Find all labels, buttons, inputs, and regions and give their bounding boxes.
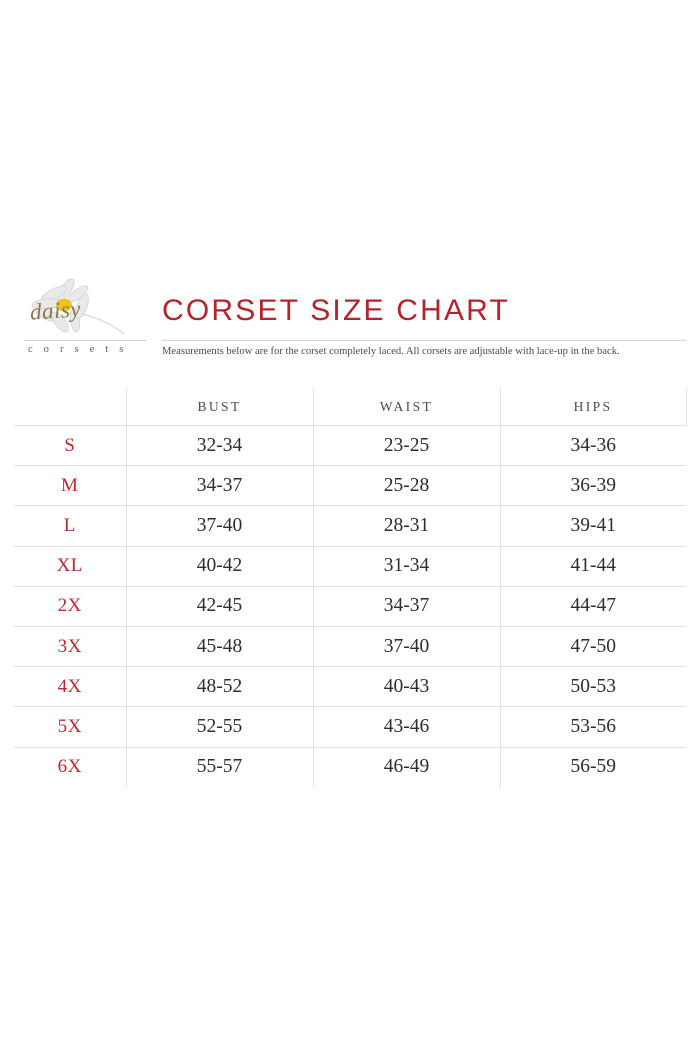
cell-bust: 42-45 xyxy=(126,586,313,626)
cell-bust: 40-42 xyxy=(126,546,313,586)
column-header-size xyxy=(14,388,126,426)
cell-size: 4X xyxy=(14,667,126,707)
cell-hips: 41-44 xyxy=(500,546,686,586)
cell-size: 6X xyxy=(14,747,126,787)
cell-hips: 39-41 xyxy=(500,506,686,546)
cell-bust: 48-52 xyxy=(126,667,313,707)
page-subtitle: Measurements below are for the corset completely laced. All corsets are adjustable with lace-up in the back. xyxy=(162,346,620,357)
table-row xyxy=(14,466,686,506)
cell-size: 2X xyxy=(14,586,126,626)
cell-waist: 23-25 xyxy=(313,426,500,466)
column-header-bust: BUST xyxy=(126,388,313,426)
cell-waist: 31-34 xyxy=(313,546,500,586)
chart-header xyxy=(14,272,686,368)
table-row xyxy=(14,747,686,787)
table-row xyxy=(14,426,686,466)
brand-tagline: c o r s e t s xyxy=(28,344,128,355)
table-header xyxy=(14,388,686,426)
cell-size: 5X xyxy=(14,707,126,747)
brand-wordmark: daisy xyxy=(29,296,82,325)
flower-stem xyxy=(82,314,124,334)
column-header-waist: WAIST xyxy=(313,388,500,426)
cell-bust: 37-40 xyxy=(126,506,313,546)
table-header-row xyxy=(14,388,686,426)
cell-bust: 52-55 xyxy=(126,707,313,747)
cell-hips: 36-39 xyxy=(500,466,686,506)
cell-waist: 34-37 xyxy=(313,586,500,626)
size-chart-table xyxy=(14,388,687,787)
brand-divider xyxy=(24,340,146,341)
cell-waist: 25-28 xyxy=(313,466,500,506)
table-row xyxy=(14,626,686,666)
table-row xyxy=(14,667,686,707)
cell-bust: 45-48 xyxy=(126,626,313,666)
cell-size: XL xyxy=(14,546,126,586)
cell-size: M xyxy=(14,466,126,506)
cell-waist: 28-31 xyxy=(313,506,500,546)
title-divider xyxy=(162,340,686,341)
cell-waist: 46-49 xyxy=(313,747,500,787)
cell-bust: 32-34 xyxy=(126,426,313,466)
cell-bust: 55-57 xyxy=(126,747,313,787)
table-row xyxy=(14,586,686,626)
cell-waist: 43-46 xyxy=(313,707,500,747)
table-row xyxy=(14,506,686,546)
size-table-container xyxy=(14,388,686,787)
cell-hips: 56-59 xyxy=(500,747,686,787)
cell-size: 3X xyxy=(14,626,126,666)
cell-size: L xyxy=(14,506,126,546)
brand-logo xyxy=(14,272,154,368)
page-title: CORSET SIZE CHART xyxy=(162,294,511,327)
column-header-hips: HIPS xyxy=(500,388,686,426)
cell-hips: 47-50 xyxy=(500,626,686,666)
table-row xyxy=(14,546,686,586)
cell-hips: 50-53 xyxy=(500,667,686,707)
table-row xyxy=(14,707,686,747)
table-body xyxy=(14,426,686,787)
cell-hips: 53-56 xyxy=(500,707,686,747)
cell-size: S xyxy=(14,426,126,466)
cell-bust: 34-37 xyxy=(126,466,313,506)
cell-waist: 37-40 xyxy=(313,626,500,666)
cell-hips: 34-36 xyxy=(500,426,686,466)
cell-waist: 40-43 xyxy=(313,667,500,707)
cell-hips: 44-47 xyxy=(500,586,686,626)
